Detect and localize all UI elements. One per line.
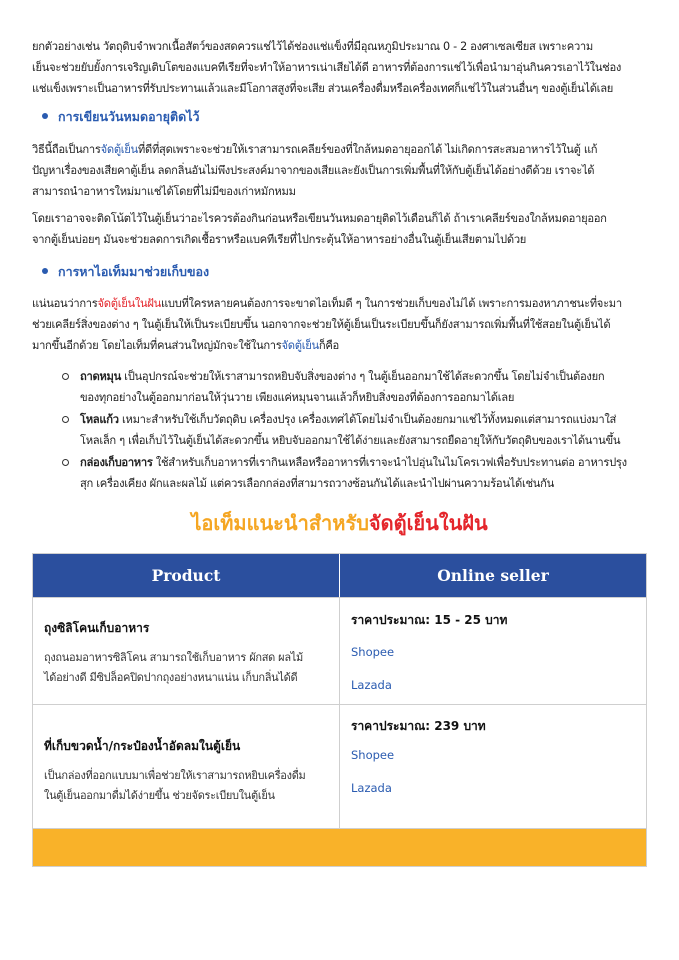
intro-line: แช่แข็งเพราะเป็นอาหารที่รับประทานแล้วและมีโอกาสสูงที่จะเสีย ส่วนเครื่องดื่มหรือเครื่องเทศก็แช่ไว้ในส่วนอื่นๆ ของตู้เย็นได้เลย <box>32 82 614 95</box>
link-dream-fridge[interactable]: จัดตู้เย็นในฝัน <box>97 297 161 310</box>
intro-line: ยกตัวอย่างเช่น วัตถุดิบจำพวกเนื้อสัตว์ของสดควรแช่ไว้ได้ช่องแช่แข็งที่มีอุณหภูมิประมาณ 0 - 2 องศาเซลเซียส เพราะความ <box>32 40 593 53</box>
lazada-link[interactable]: Lazada <box>351 678 392 692</box>
header-product: Product <box>151 566 221 585</box>
seller-cell <box>339 598 646 704</box>
link-fridge-organize[interactable]: จัดตู้เย็น <box>281 339 319 352</box>
shopee-link[interactable]: Shopee <box>351 748 395 762</box>
product-description: ถุงถนอมอาหารซิลิโคน สามารถใช้เก็บอาหาร ผักสด ผลไม้ ได้อย่างดี มีซิปล็อคปิดปากถุงอย่างหนาแน่น เก็บกลิ่นได้ดี <box>44 651 303 684</box>
intro-paragraph <box>32 36 650 99</box>
price-label: ราคาประมาณ: 239 บาท <box>351 719 486 733</box>
list-item-glass-jar: โหลแก้ว เหมาะสำหรับใช้เก็บวัตถุดิบ เครื่องปรุง เครื่องเทศได้โดยไม่จำเป็นต้องยกมาแช่ไว้ทั้งหมดแต่สามารถแบ่งมาใส่ โหลเล็ก ๆ เพื่อเก็บไว้ในตู้เย็นได้สะดวกขึ้น หยิบจับออกมาใช้ได้ง่ายและยังสามารถยืดอายุให้กับวัตถุดิบของเราได้นานขึ้น <box>62 409 652 451</box>
product-cell <box>33 705 339 828</box>
recommend-title: ไอเท็มแนะนำสำหรับจัดตู้เย็นในฝัน <box>191 511 488 535</box>
table-footer-bar <box>33 828 646 866</box>
lazada-link[interactable]: Lazada <box>351 781 392 795</box>
product-name: ที่เก็บขวดน้ำ/กระป๋องน้ำอัดลมในตู้เย็น <box>44 739 241 753</box>
intro-line: เย็นจะช่วยยับยั้งการเจริญเติบโตของแบคทีเรียที่จะทำให้อาหารเน่าเสียได้ดี อาหารที่ต้องการแช่ไว้เพื่อนำมาอุ่นกินควรเอาไว้ในช่อง <box>32 61 622 74</box>
seller-cell <box>339 705 646 828</box>
product-cell <box>33 598 339 704</box>
items-paragraph: แน่นอนว่าการจัดตู้เย็นในฝันแบบที่ใครหลายคนต้องการจะขาดไอเท็มดี ๆ ในการช่วยเก็บของไม่ได้ เพราะการมองหาภาชนะที่จะมา ช่วยเคลียร์สิ่งของต่าง ๆ ในตู้เย็นให้เป็นระเบียบขึ้น นอกจากจะช่วยให้ตู้เย็นเป็นระเบียบขึ้นก็ยังสามารถเพิ่มพื้นที่ใช้สอยในตู้เย็นได้ มากขึ้นอีกด้วย โดยไอเท็มที่คนส่วนใหญ่มักจะใช้ในการจัดตู้เย็นก็คือ <box>32 297 622 352</box>
header-online-seller: Online seller <box>339 554 646 597</box>
product-description: เป็นกล่องที่ออกแบบมาเพื่อช่วยให้เราสามารถหยิบเครื่องดื่ม ในตู้เย็นออกมาดื่มได้ง่ายขึ้น ช่วยจัดระเบียบในตู้เย็น <box>44 769 306 802</box>
expiry-paragraph-1: วิธีนี้ถือเป็นการจัดตู้เย็นที่ดีที่สุดเพราะจะช่วยให้เราสามารถเคลียร์ของที่ใกล้หมดอายุออกได้ ไม่เกิดการสะสมอาหารไว้ในตู้ แก้ ปัญหาเรื่องของเสียคาตู้เย็น ลดกลิ่นอันไม่พึงประสงค์มาจากของเสียและยังเป็นการเพิ่มพื้นที่ให้กับตู้เย็นได้อย่างดีด้วย เราจะได้ สามารถนำอาหารใหม่มาแช่ได้โดยที่ไม่มีของเก่าหมักหมม <box>32 143 598 198</box>
shopee-link[interactable]: Shopee <box>351 645 395 659</box>
bullet-dot-icon <box>42 268 48 274</box>
section-heading-expiry: การเขียนวันหมดอายุติดไว้ <box>42 107 200 127</box>
expiry-paragraph-2: โดยเราอาจจะติดโน้ตไว้ในตู้เย็นว่าอะไรควรต้องกินก่อนหรือเขียนวันหมดอายุติดไว้เดือนก็ได้ ถ้าเราเคลียร์ของใกล้หมดอายุออก จากตู้เย็นบ่อยๆ มันจะช่วยลดการเกิดเชื้อราหรือแบคทีเรียที่ไปกระตุ้นให้อาหารอย่างอื่นในตู้เย็นเสียตามไปด้วย <box>32 212 607 246</box>
table-row <box>33 597 646 704</box>
price-label: ราคาประมาณ: 15 - 25 บาท <box>351 613 508 627</box>
table-row <box>33 704 646 828</box>
product-name: ถุงซิลิโคนเก็บอาหาร <box>44 621 150 635</box>
list-item-turntable: ถาดหมุน เป็นอุปกรณ์จะช่วยให้เราสามารถหยิบจับสิ่งของต่าง ๆ ในตู้เย็นออกมาใช้ได้สะดวกขึ้น โดยไม่จำเป็นต้องยก ของทุกอย่างในตู้ออกมาก่อนให้วุ่นวาย เพียงแค่หมุนจานแล้วก็หยิบสิ่งของที่ต้องการออกมาได้เลย <box>62 366 652 408</box>
recommend-table <box>32 553 647 867</box>
link-fridge-organize[interactable]: จัดตู้เย็น <box>100 143 138 156</box>
bullet-dot-icon <box>42 113 48 119</box>
section-heading-items: การหาไอเท็มมาช่วยเก็บของ <box>42 262 209 282</box>
table-header <box>33 554 646 597</box>
list-item-food-box: กล่องเก็บอาหาร ใช้สำหรับเก็บอาหารที่เรากินเหลือหรืออาหารที่เราจะนำไปอุ่นในไมโครเวฟเพื่อรับประทานต่อ อาหารปรุง สุก เครื่องเคียง ผักและผลไม้ แต่ควรเลือกกล่องที่สามารถวางซ้อนกันได้และนำไปผ่านความร้อนได้เช่นกัน <box>62 452 652 494</box>
circle-bullet-icon <box>62 416 69 423</box>
circle-bullet-icon <box>62 373 69 380</box>
circle-bullet-icon <box>62 459 69 466</box>
